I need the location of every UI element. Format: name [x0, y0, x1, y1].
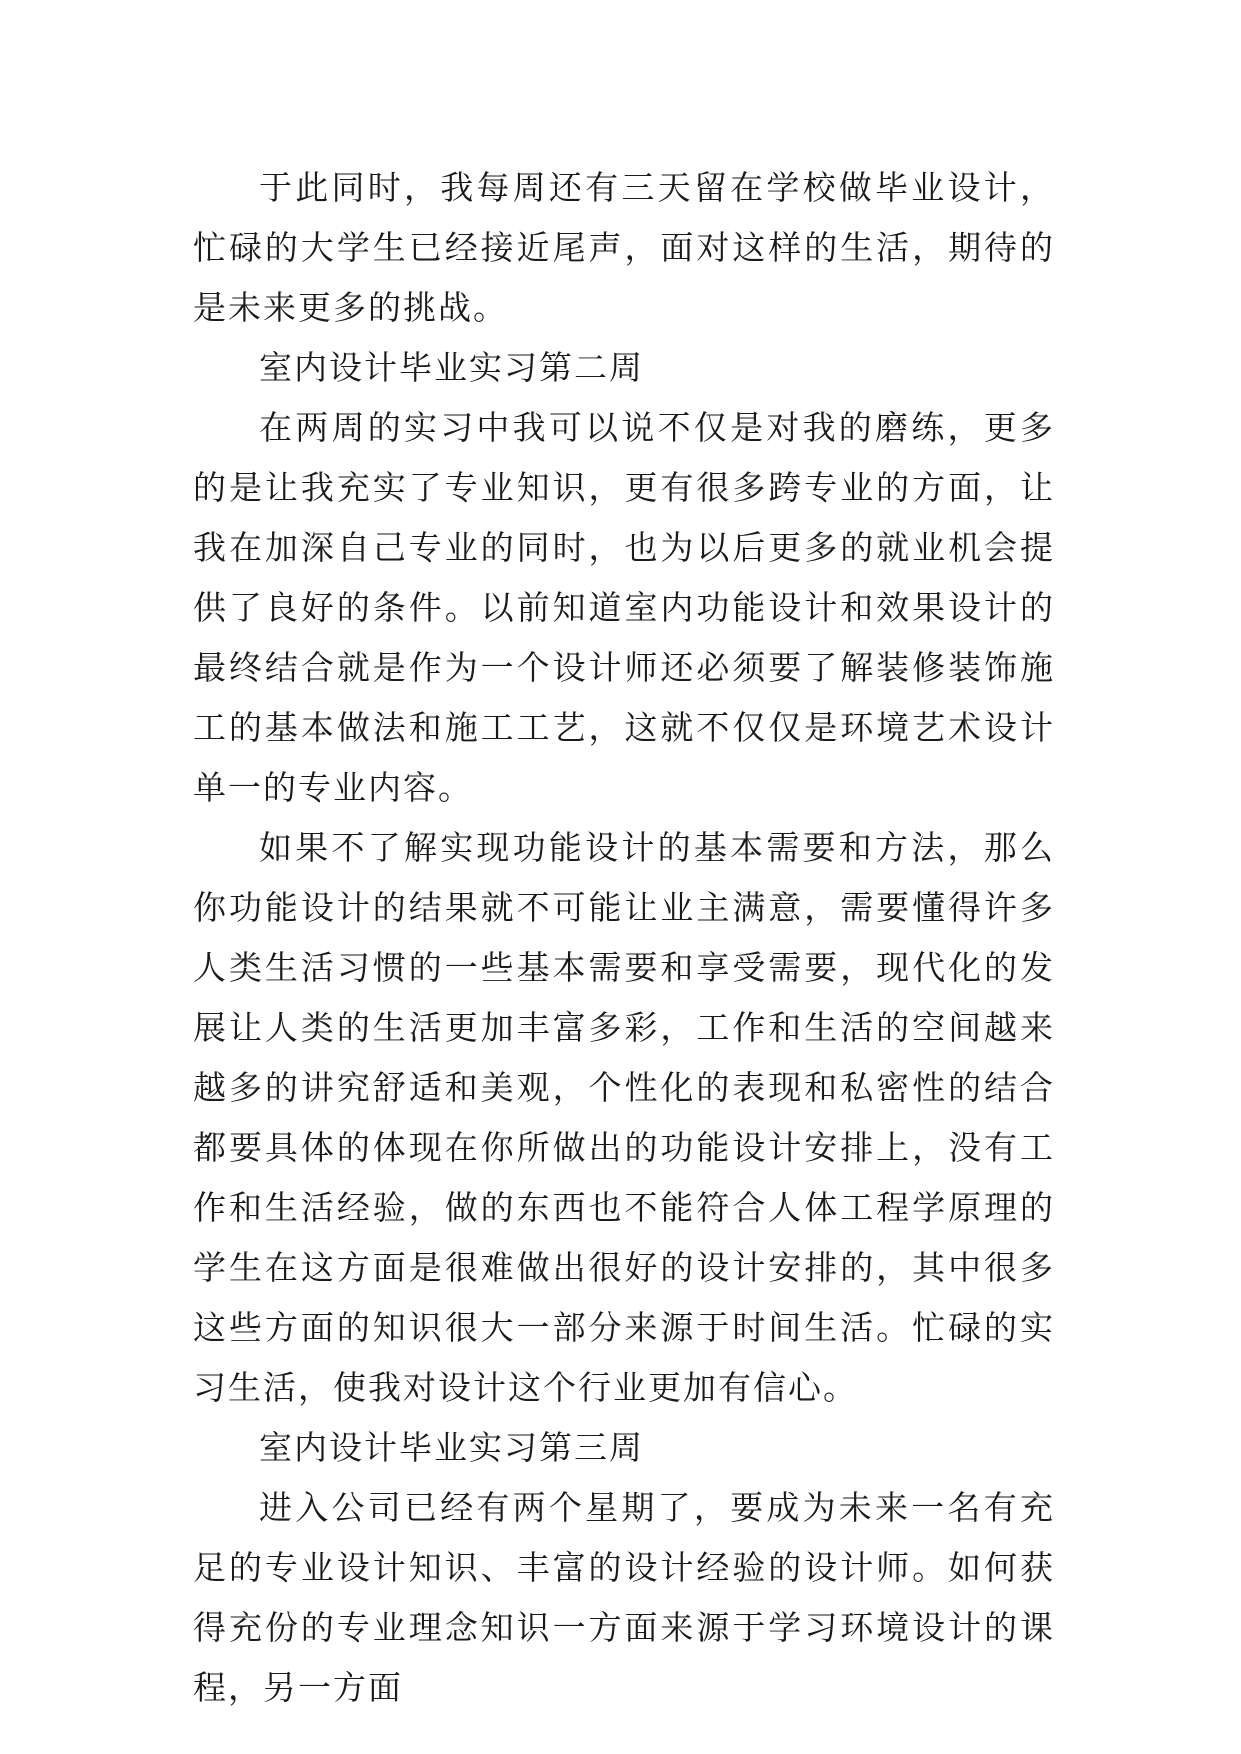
heading-week-two: 室内设计毕业实习第二周	[259, 348, 644, 387]
paragraph-entering-company: 进入公司已经有两个星期了，要成为未来一名有充足的专业设计知识、丰富的设计经验的设计师。如何获得充份的专业理念知识一方面来源于学习环境设计的课程，另一方面	[193, 1488, 1055, 1707]
document-body	[193, 158, 1055, 1718]
heading-week-three: 室内设计毕业实习第三周	[259, 1428, 644, 1467]
paragraph-functional-design: 如果不了解实现功能设计的基本需要和方法，那么你功能设计的结果就不可能让业主满意，需要懂得许多人类生活习惯的一些基本需要和享受需要，现代化的发展让人类的生活更加丰富多彩，工作和生活的空间越来越多的讲究舒适和美观，个性化的表现和私密性的结合都要具体的体现在你所做出的功能设计安排上，没有工作和生活经验，做的东西也不能符合人体工程学原理的学生在这方面是很难做出很好的设计安排的，其中很多这些方面的知识很大一部分来源于时间生活。忙碌的实习生活，使我对设计这个行业更加有信心。	[193, 828, 1055, 1407]
paragraph-two-weeks-internship: 在两周的实习中我可以说不仅是对我的磨练，更多的是让我充实了专业知识，更有很多跨专业的方面，让我在加深自己专业的同时，也为以后更多的就业机会提供了良好的条件。以前知道室内功能设计和效果设计的最终结合就是作为一个设计师还必须要了解装修装饰施工的基本做法和施工工艺，这就不仅仅是环境艺术设计单一的专业内容。	[193, 408, 1055, 807]
paragraph-graduation-design: 于此同时，我每周还有三天留在学校做毕业设计，忙碌的大学生已经接近尾声，面对这样的生活，期待的是未来更多的挑战。	[193, 168, 1055, 327]
